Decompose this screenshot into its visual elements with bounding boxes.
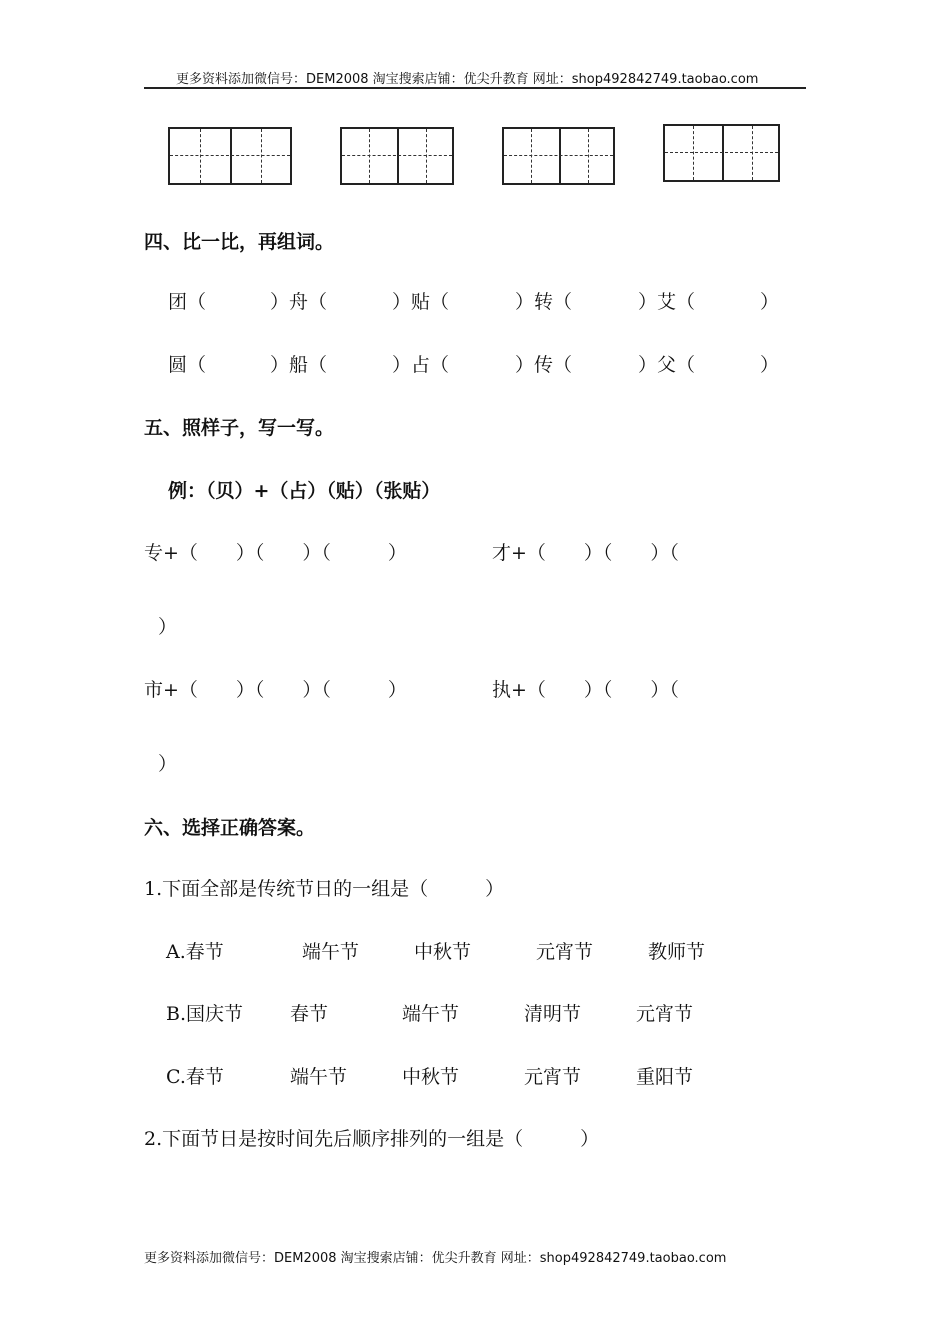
s5-line2-wrap: ） xyxy=(158,753,178,775)
s6-q1-optC-3: 中秋节 xyxy=(402,1066,460,1088)
section-4-title: 四、比一比，再组词。 xyxy=(144,231,335,253)
page-footer: 更多资料添加微信号：DEM2008 淘宝搜索店铺：优尖升教育 网址：shop492842749.taobao.com xyxy=(144,1251,727,1266)
s4-r1-c5: ）艾（ xyxy=(638,291,696,313)
s6-q1-optC-4: 元宵节 xyxy=(524,1066,582,1088)
s4-r2-c6: ） xyxy=(760,354,780,376)
s4-r1-c1: 团（ xyxy=(168,291,207,313)
section-5-title: 五、照样子，写一写。 xyxy=(144,417,335,439)
section-6-title: 六、选择正确答案。 xyxy=(144,817,316,839)
s6-q1-optB-1: B.国庆节 xyxy=(166,1003,244,1025)
s4-r2-c1: 圆（ xyxy=(168,354,207,376)
s6-q1-optA-2: 端午节 xyxy=(302,941,360,963)
s5-line2-left: 市+（ ）（ ）（ ） xyxy=(144,679,407,701)
s6-q1-optC-1: C.春节 xyxy=(166,1066,224,1088)
s4-r2-c2: ）船（ xyxy=(270,354,328,376)
s4-r2-c5: ）父（ xyxy=(638,354,696,376)
s6-q1-optB-5: 元宵节 xyxy=(636,1003,694,1025)
s4-r1-c4: ）转（ xyxy=(515,291,573,313)
writing-grid-1 xyxy=(168,127,292,185)
writing-grid-3 xyxy=(502,127,615,185)
s6-q1-optB-4: 清明节 xyxy=(524,1003,582,1025)
s5-line1-wrap: ） xyxy=(158,616,178,638)
s5-line1-right: 才+（ ）（ ）（ xyxy=(492,542,679,564)
s4-r1-c2: ）舟（ xyxy=(270,291,328,313)
s6-q1-optA-3: 中秋节 xyxy=(414,941,472,963)
page-header: 更多资料添加微信号：DEM2008 淘宝搜索店铺：优尖升教育 网址：shop492842749.taobao.com xyxy=(176,72,759,87)
s6-q1-optA-4: 元宵节 xyxy=(536,941,594,963)
s4-r2-c3: ）占（ xyxy=(392,354,450,376)
s6-q1-optA-5: 教师节 xyxy=(648,941,706,963)
s4-r1-c3: ）贴（ xyxy=(392,291,450,313)
s6-q1-optA-1: A.春节 xyxy=(166,941,224,963)
s6-q1-optC-5: 重阳节 xyxy=(636,1066,694,1088)
s4-r2-c4: ）传（ xyxy=(515,354,573,376)
s6-q1-optC-2: 端午节 xyxy=(290,1066,348,1088)
s6-q1-optB-2: 春节 xyxy=(290,1003,329,1025)
writing-grid-2 xyxy=(340,127,454,185)
s5-line1-left: 专+（ ）（ ）（ ） xyxy=(144,542,407,564)
writing-grid-4 xyxy=(663,124,780,182)
s4-r1-c6: ） xyxy=(760,291,780,313)
s5-line2-right: 执+（ ）（ ）（ xyxy=(492,679,679,701)
header-divider xyxy=(144,87,806,89)
s6-q1-optB-3: 端午节 xyxy=(402,1003,460,1025)
s6-question-1: 1.下面全部是传统节日的一组是（ ） xyxy=(144,878,505,900)
s5-example: 例：（贝）+（占）（贴）（张贴） xyxy=(168,480,441,502)
s6-question-2: 2.下面节日是按时间先后顺序排列的一组是（ ） xyxy=(144,1128,600,1150)
